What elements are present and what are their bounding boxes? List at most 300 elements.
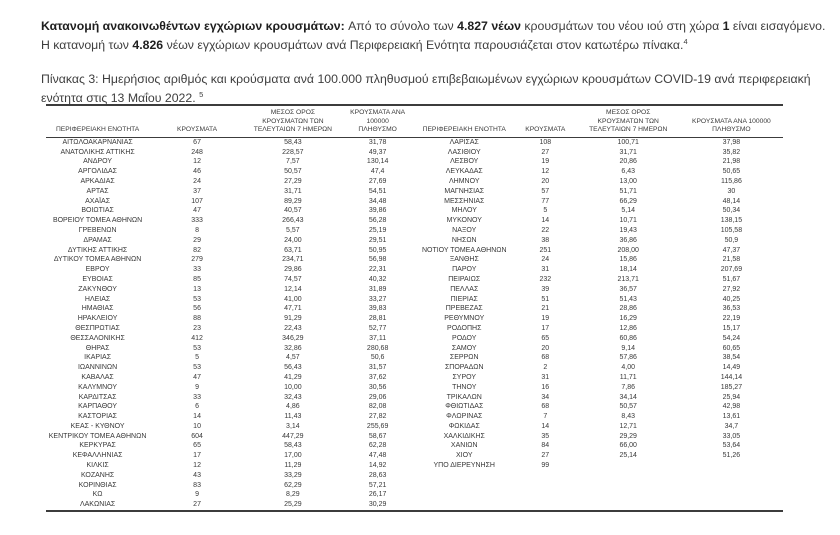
- intro-text: Από το σύνολο των: [348, 19, 458, 34]
- cases-table-left-panel: [46, 106, 415, 510]
- region-cell: ΦΘΙΩΤΙΔΑΣ: [445, 403, 484, 411]
- table-row: [415, 422, 784, 432]
- avg7-cell: 31,71: [619, 148, 637, 156]
- region-cell: ΓΡΕΒΕΝΩΝ: [78, 226, 117, 234]
- avg7-cell: 89,29: [284, 197, 302, 205]
- avg7-cell: 8,29: [286, 491, 300, 499]
- per100k-cell: 185,27: [720, 383, 743, 391]
- cases-cell: 39: [541, 285, 550, 293]
- per100k-cell: 57,21: [368, 481, 387, 489]
- table-row: [46, 255, 415, 265]
- per100k-cell: 33,05: [722, 432, 741, 440]
- table-row: [46, 393, 415, 403]
- avg7-cell: 208,00: [617, 246, 639, 254]
- avg7-cell: 234,71: [282, 256, 304, 264]
- table-row: [46, 137, 415, 147]
- footnote-marker-5: 5: [199, 90, 204, 100]
- avg7-cell: 19,43: [619, 226, 637, 234]
- avg7-cell: [577, 461, 680, 471]
- region-cell: ΑΝΑΤΟΛΙΚΗΣ ΑΤΤΙΚΗΣ: [60, 148, 135, 156]
- region-cell: ΚΑΡΠΑΘΟΥ: [78, 403, 118, 411]
- per100k-cell: 130,14: [366, 158, 389, 166]
- col-header-cases: ΚΡΟΥΣΜΑΤΑ: [149, 106, 245, 137]
- per100k-cell: [680, 461, 783, 471]
- table-row: [46, 412, 415, 422]
- table-caption-text: Πίνακας 3: Ημερήσιος αριθμός και κρούσματα ανά 100.000 πληθυσμού επιβεβαιωμένων εγχώριων κρουσμάτων COVID-19 ανά περιφερειακή ενότητα στις 13 Μαΐου 2022.: [41, 72, 811, 106]
- region-cell: ΧΑΛΚΙΔΙΚΗΣ: [443, 432, 485, 440]
- cases-cell: 53: [193, 344, 201, 352]
- table-row: [415, 216, 784, 226]
- col-header-region: ΠΕΡΙΦΕΡΕΙΑΚΗ ΕΝΟΤΗΤΑ: [415, 106, 514, 137]
- avg7-cell: 18,14: [619, 266, 637, 274]
- table-row: [415, 461, 784, 471]
- table-row: [46, 187, 415, 197]
- per100k-cell: 105,58: [720, 226, 743, 234]
- avg7-cell: 7,86: [621, 383, 636, 391]
- per100k-cell: 50,6: [370, 354, 385, 362]
- region-cell: ΚΕΦΑΛΛΗΝΙΑΣ: [72, 452, 123, 460]
- table-row: [46, 334, 415, 344]
- per100k-cell: 30: [727, 187, 736, 195]
- per100k-cell: 40,25: [722, 295, 741, 303]
- cases-cell: 10: [193, 422, 201, 430]
- avg7-cell: 12,86: [619, 324, 637, 332]
- cases-cell: 24: [193, 177, 201, 185]
- cases-cell: 108: [539, 138, 552, 146]
- col-header-region: ΠΕΡΙΦΕΡΕΙΑΚΗ ΕΝΟΤΗΤΑ: [46, 106, 149, 137]
- per100k-cell: 25,19: [368, 226, 387, 234]
- avg7-cell: 11,29: [284, 462, 302, 470]
- per100k-cell: 26,17: [368, 491, 387, 499]
- per100k-cell: 22,31: [368, 266, 387, 274]
- cases-cell: 12: [193, 462, 201, 470]
- table-row: [415, 334, 784, 344]
- table-row: [46, 216, 415, 226]
- avg7-cell: 4,86: [286, 403, 300, 411]
- intro-text: είναι εισαγόμενο. Η κατανομή των: [41, 19, 826, 53]
- table-row: [415, 148, 784, 158]
- table-row: [46, 471, 415, 481]
- cases-cell: 34: [541, 393, 550, 401]
- avg7-cell: 58,43: [284, 138, 302, 146]
- per100k-cell: 56,28: [368, 217, 387, 225]
- avg7-cell: 10,00: [284, 383, 302, 391]
- cases-cell: 99: [541, 462, 550, 470]
- table-row: [415, 324, 784, 334]
- region-cell: ΛΑΣΙΘΙΟΥ: [447, 148, 481, 156]
- avg7-cell: 51,71: [619, 187, 637, 195]
- table-row: [46, 304, 415, 314]
- table-row: [415, 177, 784, 187]
- region-cell: ΞΑΝΘΗΣ: [449, 256, 479, 264]
- per100k-cell: 27,82: [368, 413, 387, 421]
- region-cell: ΒΟΡΕΙΟΥ ΤΟΜΕΑ ΑΘΗΝΩΝ: [52, 217, 143, 225]
- cases-cell: 24: [541, 256, 550, 264]
- avg7-cell: 74,57: [284, 275, 302, 283]
- per100k-cell: 47,4: [370, 168, 385, 176]
- region-cell: ΠΕΙΡΑΙΩΣ: [448, 275, 481, 283]
- table-row: [46, 275, 415, 285]
- avg7-cell: 6,43: [621, 168, 636, 176]
- region-cell: ΜΕΣΣΗΝΙΑΣ: [444, 197, 485, 205]
- per100k-cell: 144,14: [720, 373, 743, 381]
- table-row: [415, 353, 784, 363]
- region-cell: ΔΥΤΙΚΟΥ ΤΟΜΕΑ ΑΘΗΝΩΝ: [53, 256, 142, 264]
- cases-cell: 14: [193, 413, 201, 421]
- region-cell: ΚΑΒΑΛΑΣ: [81, 373, 114, 381]
- region-cell: ΣΥΡΟΥ: [452, 373, 477, 381]
- table-row: [46, 383, 415, 393]
- table-row: [46, 490, 415, 500]
- region-cell: ΚΑΛΥΜΝΟΥ: [78, 383, 118, 391]
- table-row: [415, 314, 784, 324]
- per100k-cell: 34,7: [724, 422, 739, 430]
- avg7-cell: 57,86: [619, 354, 637, 362]
- per100k-cell: 47,48: [368, 452, 387, 460]
- cases-cell: 56: [193, 305, 201, 313]
- region-cell: ΣΕΡΡΩΝ: [449, 354, 479, 362]
- cases-cell: 17: [541, 324, 550, 332]
- per100k-cell: 60,65: [722, 344, 741, 352]
- per100k-cell: 14,49: [722, 364, 741, 372]
- per100k-cell: 34,48: [368, 197, 387, 205]
- per100k-cell: 138,15: [720, 217, 743, 225]
- region-cell: ΚΟΖΑΝΗΣ: [80, 471, 115, 479]
- avg7-cell: 63,71: [284, 246, 302, 254]
- table-row: [415, 402, 784, 412]
- per100k-cell: 48,14: [722, 197, 741, 205]
- col-header-7day-average: ΜΕΣΟΣ ΟΡΟΣ ΚΡΟΥΣΜΑΤΩΝ ΤΩΝ ΤΕΛΕΥΤΑΙΩΝ 7 ΗΜΕΡΩΝ: [577, 106, 680, 137]
- cases-cell: 47: [193, 373, 201, 381]
- cases-cell: 9: [195, 491, 200, 499]
- cases-cell: 7: [543, 413, 548, 421]
- region-cell: ΡΕΘΥΜΝΟΥ: [444, 315, 485, 323]
- region-cell: ΠΙΕΡΙΑΣ: [450, 295, 478, 303]
- cases-cell: 31: [541, 266, 550, 274]
- avg7-cell: 11,43: [284, 413, 302, 421]
- avg7-cell: 58,43: [284, 442, 302, 450]
- cases-cell: 68: [541, 403, 550, 411]
- per100k-cell: 37,98: [722, 138, 741, 146]
- cases-cell: 14: [541, 217, 550, 225]
- region-cell: ΝΑΞΟΥ: [452, 226, 477, 234]
- avg7-cell: 32,86: [284, 344, 302, 352]
- avg7-cell: 60,86: [619, 334, 637, 342]
- region-cell: ΚΕΡΚΥΡΑΣ: [79, 442, 116, 450]
- cases-cell: 84: [541, 442, 550, 450]
- region-cell: ΠΕΛΛΑΣ: [450, 285, 479, 293]
- cases-cell: 2: [543, 364, 548, 372]
- avg7-cell: 27,29: [284, 177, 302, 185]
- avg7-cell: 25,14: [619, 452, 637, 460]
- avg7-cell: 22,43: [284, 324, 302, 332]
- per100k-cell: 42,98: [722, 403, 741, 411]
- cases-cell: 53: [193, 295, 201, 303]
- region-cell: ΙΩΑΝΝΙΝΩΝ: [77, 364, 118, 372]
- per100k-cell: 36,53: [722, 305, 741, 313]
- per100k-cell: 115,86: [720, 177, 742, 185]
- cases-cell: 13: [193, 285, 201, 293]
- region-cell: ΔΥΤΙΚΗΣ ΑΤΤΙΚΗΣ: [67, 246, 128, 254]
- intro-domestic-count: 4.826: [132, 38, 164, 53]
- table-row: [46, 148, 415, 158]
- table-row: [46, 432, 415, 442]
- cases-cell: 604: [191, 432, 203, 440]
- cases-cell: 5: [543, 207, 548, 215]
- region-cell: ΗΛΕΙΑΣ: [84, 295, 111, 303]
- table-row: [46, 402, 415, 412]
- region-cell: ΚΟΡΙΝΘΙΑΣ: [78, 481, 117, 489]
- cases-cell: 21: [541, 305, 550, 313]
- region-cell: ΑΡΓΟΛΙΔΑΣ: [78, 168, 117, 176]
- per100k-cell: 50,9: [724, 236, 739, 244]
- region-cell: ΦΩΚΙΔΑΣ: [448, 422, 480, 430]
- cases-cell: 35: [541, 432, 550, 440]
- region-cell: ΚΑΣΤΟΡΙΑΣ: [78, 413, 118, 421]
- per100k-cell: 33,27: [368, 295, 387, 303]
- cases-cell: 17: [193, 452, 201, 460]
- avg7-cell: 34,14: [619, 393, 637, 401]
- region-cell: ΛΕΥΚΑΔΑΣ: [445, 168, 483, 176]
- table-row: [46, 285, 415, 295]
- region-cell: ΥΠΟ ΔΙΕΡΕΥΝΗΣΗ: [433, 462, 495, 470]
- region-cell: ΚΕΑΣ - ΚΥΘΝΟΥ: [70, 422, 125, 430]
- table-row: [415, 373, 784, 383]
- col-header-7day-average: ΜΕΣΟΣ ΟΡΟΣ ΚΡΟΥΣΜΑΤΩΝ ΤΩΝ ΤΕΛΕΥΤΑΙΩΝ 7 ΗΜΕΡΩΝ: [245, 106, 341, 137]
- cases-cell: 27: [541, 148, 550, 156]
- per100k-cell: 31,89: [368, 285, 387, 293]
- table-row: [415, 295, 784, 305]
- region-cell: ΑΧΑΪΑΣ: [85, 197, 111, 205]
- table-row: [46, 500, 415, 510]
- avg7-cell: 9,14: [621, 344, 636, 352]
- per100k-cell: 50,65: [722, 168, 741, 176]
- table-row: [415, 197, 784, 207]
- per100k-cell: 56,98: [368, 256, 387, 264]
- per100k-cell: 58,67: [368, 432, 387, 440]
- per100k-cell: 15,17: [722, 324, 741, 332]
- cases-cell: 47: [193, 207, 201, 215]
- region-cell: ΧΑΝΙΩΝ: [450, 442, 478, 450]
- per100k-cell: 31,78: [368, 138, 387, 146]
- region-cell: ΡΟΔΟΠΗΣ: [447, 324, 482, 332]
- region-cell: ΘΗΡΑΣ: [85, 344, 110, 352]
- avg7-cell: 51,43: [619, 295, 637, 303]
- cases-cell: 9: [195, 383, 200, 391]
- table-row: [46, 206, 415, 216]
- cases-cell: 31: [541, 373, 550, 381]
- table-row: [46, 197, 415, 207]
- avg7-cell: 41,00: [284, 295, 302, 303]
- avg7-cell: 29,86: [284, 266, 302, 274]
- avg7-cell: 7,57: [286, 158, 300, 166]
- cases-cell: 107: [191, 197, 203, 205]
- table-row: [415, 344, 784, 354]
- cases-cell: 27: [541, 452, 550, 460]
- table-row: [415, 304, 784, 314]
- table-row: [415, 432, 784, 442]
- per100k-cell: 25,94: [722, 393, 741, 401]
- table-row: [415, 246, 784, 256]
- region-cell: ΘΕΣΠΡΩΤΙΑΣ: [75, 324, 120, 332]
- table-row: [415, 206, 784, 216]
- cases-cell: 57: [541, 187, 550, 195]
- avg7-cell: 266,43: [282, 217, 304, 225]
- region-cell: ΖΑΚΥΝΘΟΥ: [78, 285, 117, 293]
- region-cell: ΛΑΚΩΝΙΑΣ: [79, 501, 116, 509]
- region-cell: ΕΒΡΟΥ: [85, 266, 110, 274]
- avg7-cell: 4,00: [621, 364, 636, 372]
- avg7-cell: 62,29: [284, 481, 302, 489]
- region-cell: ΜΗΛΟΥ: [451, 207, 477, 215]
- per100k-cell: 28,81: [368, 315, 387, 323]
- table-row: [46, 461, 415, 471]
- avg7-cell: 47,71: [284, 305, 302, 313]
- col-header-per-100k: ΚΡΟΥΣΜΑΤΑ ΑΝΑ 100000 ΠΛΗΘΥΣΜΟ: [341, 106, 415, 137]
- table-header: [46, 106, 415, 137]
- table-row: [415, 441, 784, 451]
- per100k-cell: 280,68: [366, 344, 389, 352]
- per100k-cell: 29,51: [368, 236, 387, 244]
- per100k-cell: 54,51: [368, 187, 387, 195]
- table-row: [415, 137, 784, 147]
- avg7-cell: 25,29: [284, 501, 302, 509]
- table-row: [415, 187, 784, 197]
- table-body-left: [46, 137, 415, 510]
- table-caption: [41, 70, 835, 108]
- intro-total-new-cases: 4.827 νέων: [457, 19, 521, 34]
- region-cell: ΚΑΡΔΙΤΣΑΣ: [78, 393, 117, 401]
- region-cell: ΛΑΡΙΣΑΣ: [449, 138, 479, 146]
- per100k-cell: 37,62: [368, 373, 387, 381]
- region-cell: ΑΡΚΑΔΙΑΣ: [80, 177, 115, 185]
- avg7-cell: 50,57: [284, 168, 302, 176]
- per100k-cell: 54,24: [722, 334, 741, 342]
- avg7-cell: 11,71: [619, 373, 637, 381]
- table-row: [415, 451, 784, 461]
- avg7-cell: 91,29: [284, 315, 302, 323]
- table-row: [46, 226, 415, 236]
- table-row: [415, 393, 784, 403]
- avg7-cell: 36,86: [619, 236, 637, 244]
- per100k-cell: 27,69: [368, 177, 387, 185]
- cases-cell: 5: [195, 354, 200, 362]
- per100k-cell: 49,37: [368, 148, 387, 156]
- region-cell: ΚΩ: [92, 491, 103, 499]
- per100k-cell: 39,83: [368, 305, 387, 313]
- avg7-cell: 24,00: [284, 236, 302, 244]
- cases-cell: 83: [193, 481, 201, 489]
- avg7-cell: 40,57: [284, 207, 302, 215]
- region-cell: ΧΙΟΥ: [455, 452, 473, 460]
- cases-cell: 65: [193, 442, 201, 450]
- per100k-cell: 28,63: [368, 471, 387, 479]
- cases-cell: 29: [193, 236, 201, 244]
- per100k-cell: 21,58: [722, 256, 741, 264]
- avg7-cell: 29,29: [619, 432, 637, 440]
- avg7-cell: 66,00: [619, 442, 637, 450]
- table-header: [415, 106, 784, 137]
- cases-cell: 33: [193, 393, 201, 401]
- per100k-cell: 50,95: [368, 246, 387, 254]
- region-cell: ΣΑΜΟΥ: [451, 344, 477, 352]
- cases-cell: 19: [541, 158, 550, 166]
- avg7-cell: 228,57: [282, 148, 304, 156]
- cases-cell: 412: [191, 334, 203, 342]
- per100k-cell: 40,32: [368, 275, 387, 283]
- avg7-cell: 41,29: [284, 373, 302, 381]
- region-cell: ΘΕΣΣΑΛΟΝΙΚΗΣ: [70, 334, 125, 342]
- region-cell: ΦΛΩΡΙΝΑΣ: [446, 413, 483, 421]
- per100k-cell: 39,86: [368, 207, 387, 215]
- table-row: [46, 295, 415, 305]
- per100k-cell: 62,28: [368, 442, 387, 450]
- region-cell: ΚΕΝΤΡΙΚΟΥ ΤΟΜΕΑ ΑΘΗΝΩΝ: [48, 432, 147, 440]
- cases-cell: 65: [541, 334, 550, 342]
- table-row: [46, 481, 415, 491]
- table-row: [415, 412, 784, 422]
- region-cell: ΡΟΔΟΥ: [452, 334, 477, 342]
- avg7-cell: 17,00: [284, 452, 302, 460]
- col-header-per-100k: ΚΡΟΥΣΜΑΤΑ ΑΝΑ 100000 ΠΛΗΘΥΣΜΟ: [680, 106, 783, 137]
- avg7-cell: 16,29: [619, 315, 637, 323]
- cases-cell: 333: [191, 217, 203, 225]
- per100k-cell: 53,64: [722, 442, 741, 450]
- avg7-cell: 36,57: [619, 285, 637, 293]
- cases-cell: 251: [539, 246, 552, 254]
- cases-cell: 68: [541, 354, 550, 362]
- table-row: [46, 373, 415, 383]
- per100k-cell: 35,82: [722, 148, 741, 156]
- per100k-cell: 27,92: [722, 285, 741, 293]
- cases-cell: 82: [193, 246, 201, 254]
- intro-lead: Κατανομή ανακοινωθέντων εγχώριων κρουσμάτων:: [41, 19, 349, 34]
- table-body-right: [415, 137, 784, 471]
- per100k-cell: 29,06: [368, 393, 387, 401]
- cases-table-right-panel: [415, 106, 784, 471]
- table-row: [415, 236, 784, 246]
- cases-cell: 88: [193, 315, 201, 323]
- table-row: [415, 255, 784, 265]
- cases-cell: 20: [541, 344, 550, 352]
- per100k-cell: 82,08: [368, 403, 387, 411]
- avg7-cell: 5,57: [286, 226, 300, 234]
- per100k-cell: 50,34: [722, 207, 741, 215]
- avg7-cell: 32,43: [284, 393, 302, 401]
- table-row: [415, 167, 784, 177]
- region-cell: ΒΟΙΩΤΙΑΣ: [81, 207, 114, 215]
- region-cell: ΤΡΙΚΑΛΩΝ: [446, 393, 482, 401]
- table-row: [46, 344, 415, 354]
- per100k-cell: 30,56: [368, 383, 387, 391]
- per100k-cell: 37,11: [369, 334, 387, 342]
- avg7-cell: 5,14: [621, 207, 636, 215]
- cases-cell: 14: [541, 422, 550, 430]
- cases-cell: 232: [539, 275, 552, 283]
- region-cell: ΠΡΕΒΕΖΑΣ: [445, 305, 483, 313]
- avg7-cell: 13,00: [619, 177, 637, 185]
- per100k-cell: 31,57: [368, 364, 387, 372]
- cases-cell: 19: [541, 315, 550, 323]
- table-row: [46, 422, 415, 432]
- region-cell: ΤΗΝΟΥ: [452, 383, 477, 391]
- avg7-cell: 50,57: [619, 403, 637, 411]
- region-cell: ΑΝΔΡΟΥ: [83, 158, 113, 166]
- intro-paragraph: [41, 17, 835, 55]
- table-row: [46, 451, 415, 461]
- cases-cell: 22: [541, 226, 550, 234]
- per100k-cell: 255,69: [366, 422, 389, 430]
